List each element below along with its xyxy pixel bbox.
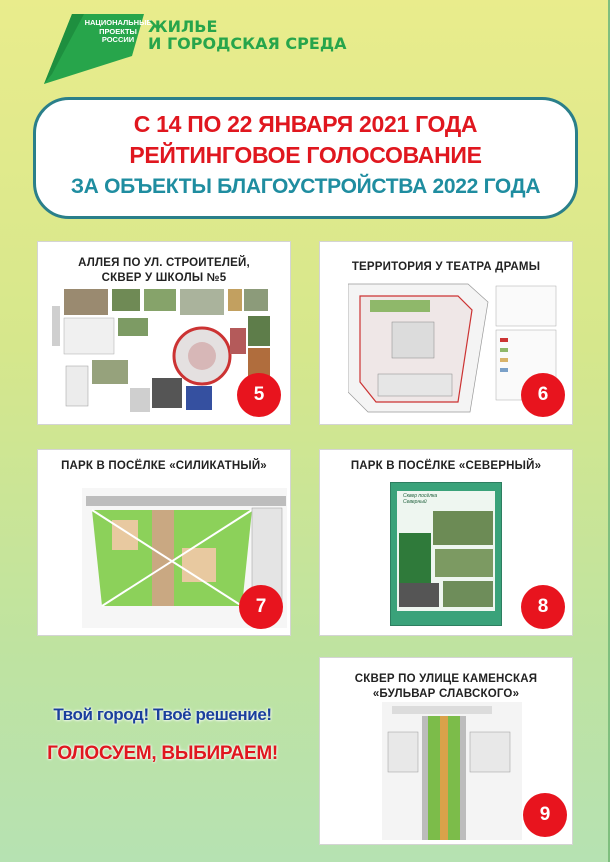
banner-voting-title: РЕЙТИНГОВОЕ ГОЛОСОВАНИЕ — [129, 142, 482, 168]
park-poster-image — [390, 482, 502, 626]
poster-caption: Сквер посёлка Северный — [403, 493, 438, 505]
project-card-6 — [319, 241, 573, 425]
slogan-line-2: ГОЛОСУЕМ, ВЫБИРАЕМ! — [47, 743, 278, 764]
project-card-7 — [37, 449, 291, 636]
boulevard-plan-image — [382, 702, 522, 840]
project-number-badge: 5 — [237, 373, 281, 417]
project-number-badge: 7 — [239, 585, 283, 629]
project-card-9 — [319, 657, 573, 845]
voting-banner — [33, 97, 578, 219]
card-title: ТЕРРИТОРИЯ У ТЕАТРА ДРАМЫ — [351, 261, 541, 273]
card-title: АЛЛЕЯ ПО УЛ. СТРОИТЕЛЕЙ, СКВЕР У ШКОЛЫ №5 — [78, 257, 250, 284]
project-card-5 — [37, 241, 291, 425]
slogan-line-1: Твой город! Твоё решение! — [53, 705, 272, 724]
project-number-badge: 9 — [523, 793, 567, 837]
banner-dates: С 14 ПО 22 ЯНВАРЯ 2021 ГОДА — [133, 111, 478, 137]
card-title: СКВЕР ПО УЛИЦЕ КАМЕНСКАЯ «БУЛЬВАР СЛАВСКОГО» — [354, 673, 538, 700]
card-title: ПАРК В ПОСЁЛКЕ «СЕВЕРНЫЙ» — [350, 460, 542, 472]
project-number-badge: 6 — [521, 373, 565, 417]
project-card-8 — [319, 449, 573, 636]
project-number-badge: 8 — [521, 585, 565, 629]
program-title: ЖИЛЬЕ И ГОРОДСКАЯ СРЕДА — [148, 17, 347, 53]
header — [44, 14, 374, 86]
logo-caption: НАЦИОНАЛЬНЫЕ ПРОЕКТЫ РОССИИ — [84, 18, 152, 44]
slogan — [20, 705, 305, 765]
banner-subtitle: ЗА ОБЪЕКТЫ БЛАГОУСТРОЙСТВА 2022 ГОДА — [70, 175, 541, 198]
card-title: ПАРК В ПОСЁЛКЕ «СИЛИКАТНЫЙ» — [61, 460, 267, 472]
